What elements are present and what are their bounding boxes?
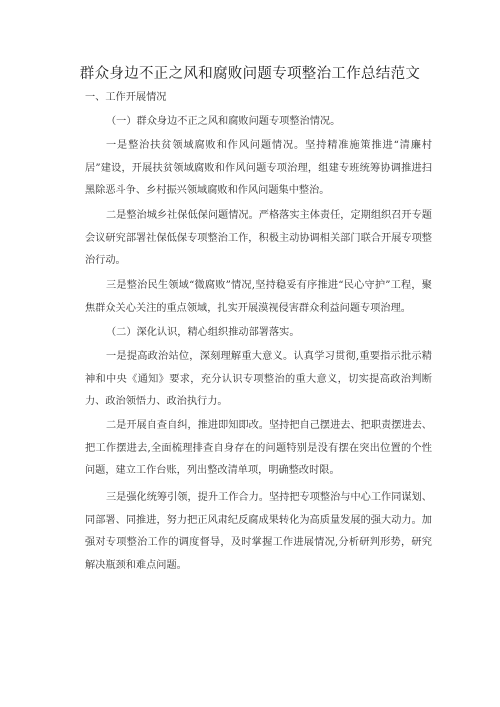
subheading-special-rectification: （一）群众身边不正之风和腐败问题专项整治情况。 [106, 116, 341, 127]
paragraph-political-stance: 一是提高政治站位，深刻理解重大意义。认真学习贯彻,重要指示批示精神和中央《通知》要求，充分认识专项整治的重大意义，切实提高政治判断力、政治领悟力、政治执行力。 [85, 351, 432, 407]
paragraph-coordination: 三是强化统筹引领，提升工作合力。坚持把专项整治与中心工作同谋划、同部署、同推进，努力把正风肃纪反腐成果转化为高质量发展的强大动力。加强对专项整治工作的调度督导，及时掌握工作进展情况,分析研判形势，研究解决瓶颈和难点问题。 [85, 492, 432, 571]
paragraph-micro-corruption: 三是整治民生领域“微腐败”情况,坚持稳妥有序推进“民心守护”工程，聚焦群众关心关注的重点领域，扎实开展漠视侵害群众利益问题专项治理。 [85, 280, 432, 314]
document-title: 群众身边不正之风和腐败问题专项整治工作总结范文 [79, 66, 421, 82]
subheading-deepen-understanding: （二）深化认识，精心组织推动部署落实。 [106, 327, 300, 338]
paragraph-poverty-alleviation: 一是整治扶贫领域腐败和作风问题情况。坚持精准施策推进“清廉村居”建设，开展扶贫领域腐败和作风问题专项治理，组建专班统筹协调推进扫黑除恶斗争、乡村振兴领域腐败和作风问题集中整治。 [85, 140, 432, 196]
paragraph-social-security: 二是整治城乡社保低保问题情况。严格落实主体责任，定期组织召开专题会议研究部署社保低保专项整治工作，积极主动协调相关部门联合开展专项整治行动。 [85, 210, 432, 266]
section-heading-work-status: 一、工作开展情况 [85, 92, 167, 103]
paragraph-self-inspection: 二是开展自查自纠，推进即知即改。坚持把自己摆进去、把职责摆进去、把工作摆进去,全面梳理排查自身存在的问题特别是没有摆在突出位置的个性问题，建立工作台账，列出整改清单项，明确整改时限。 [85, 420, 432, 476]
